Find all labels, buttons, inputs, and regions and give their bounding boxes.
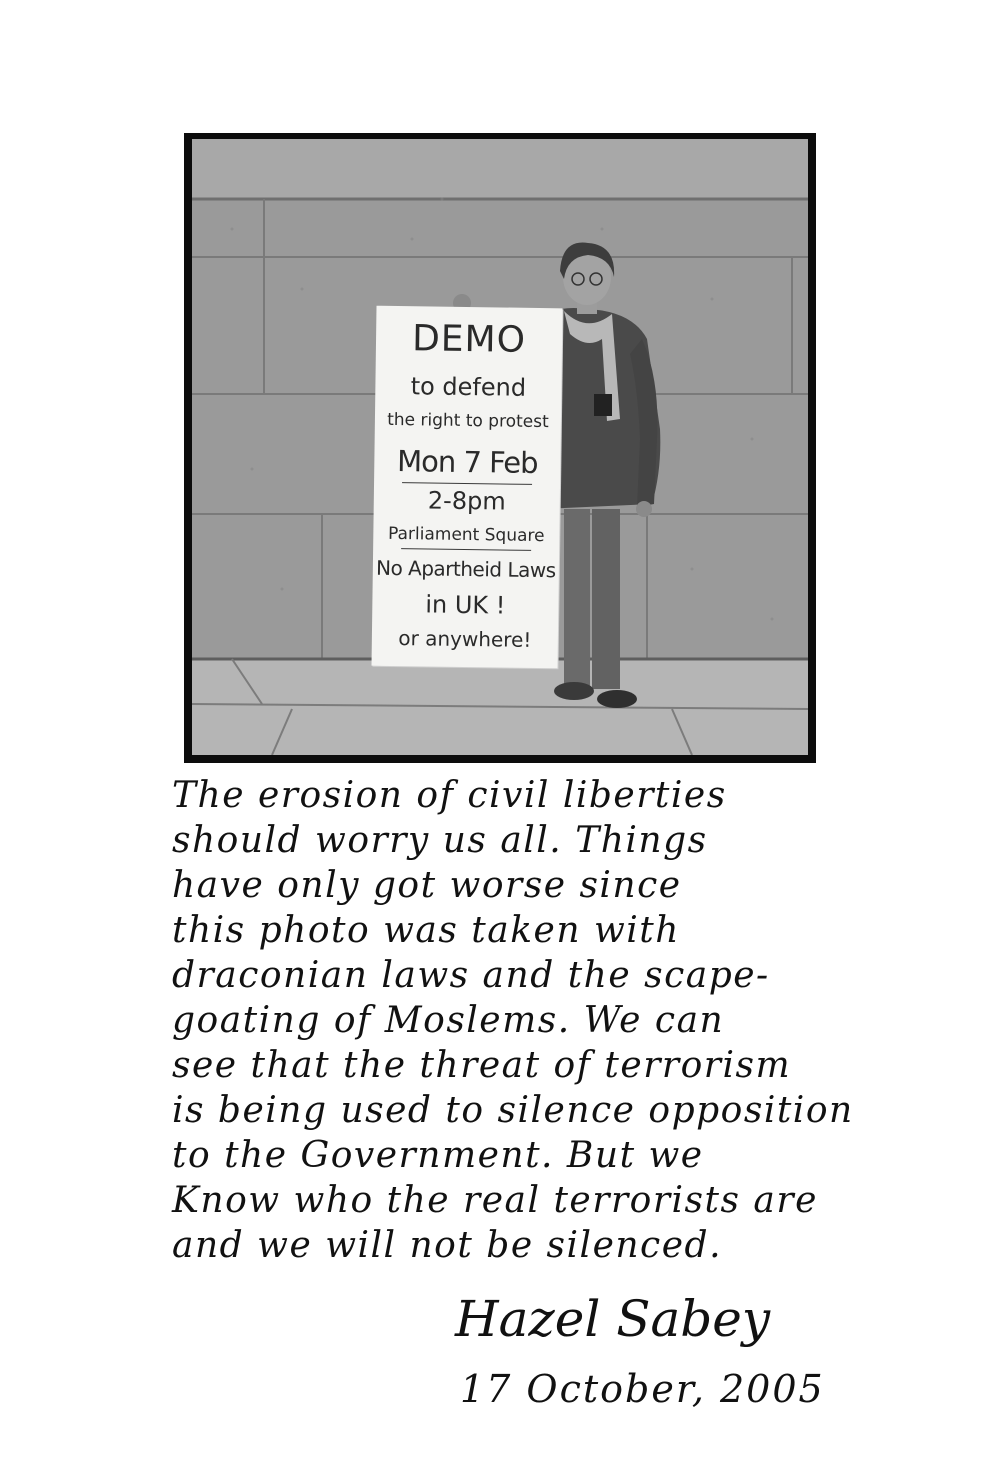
statement-line: have only got worse since xyxy=(172,865,682,906)
statement-line: goating of Moslems. We can xyxy=(172,1000,725,1041)
sign-line: or anywhere! xyxy=(398,626,532,652)
statement-line: should worry us all. Things xyxy=(172,820,708,861)
sign-underline xyxy=(402,482,532,485)
sign-line-date: Mon 7 Feb xyxy=(396,444,538,480)
statement-line: to the Government. But we xyxy=(172,1135,704,1176)
photo xyxy=(192,139,808,755)
statement-line: and we will not be silenced. xyxy=(172,1225,723,1266)
signature: Hazel Sabey xyxy=(455,1290,771,1348)
statement-line: see that the threat of terrorism xyxy=(172,1045,792,1086)
sign-line: the right to protest xyxy=(386,409,549,433)
statement-line: Know who the real terrorists are xyxy=(172,1180,818,1221)
statement-line: The erosion of civil liberties xyxy=(172,775,727,816)
statement-line: draconian laws and the scape- xyxy=(172,955,770,996)
sign-underline xyxy=(401,548,531,551)
sign-line-location: Parliament Square xyxy=(387,523,545,547)
protest-sign xyxy=(371,306,562,669)
sign-line: in UK ! xyxy=(425,590,506,620)
photo-frame xyxy=(184,133,816,763)
statement-line: is being used to silence opposition xyxy=(172,1090,854,1131)
sign-line: No Apartheid Laws xyxy=(375,555,556,583)
sign-line-demo: DEMO xyxy=(411,318,527,361)
statement-line: this photo was taken with xyxy=(172,910,680,951)
signature-date: 17 October, 2005 xyxy=(460,1367,825,1411)
sign-line-time: 2-8pm xyxy=(427,486,506,516)
sign-line: to defend xyxy=(410,372,527,402)
